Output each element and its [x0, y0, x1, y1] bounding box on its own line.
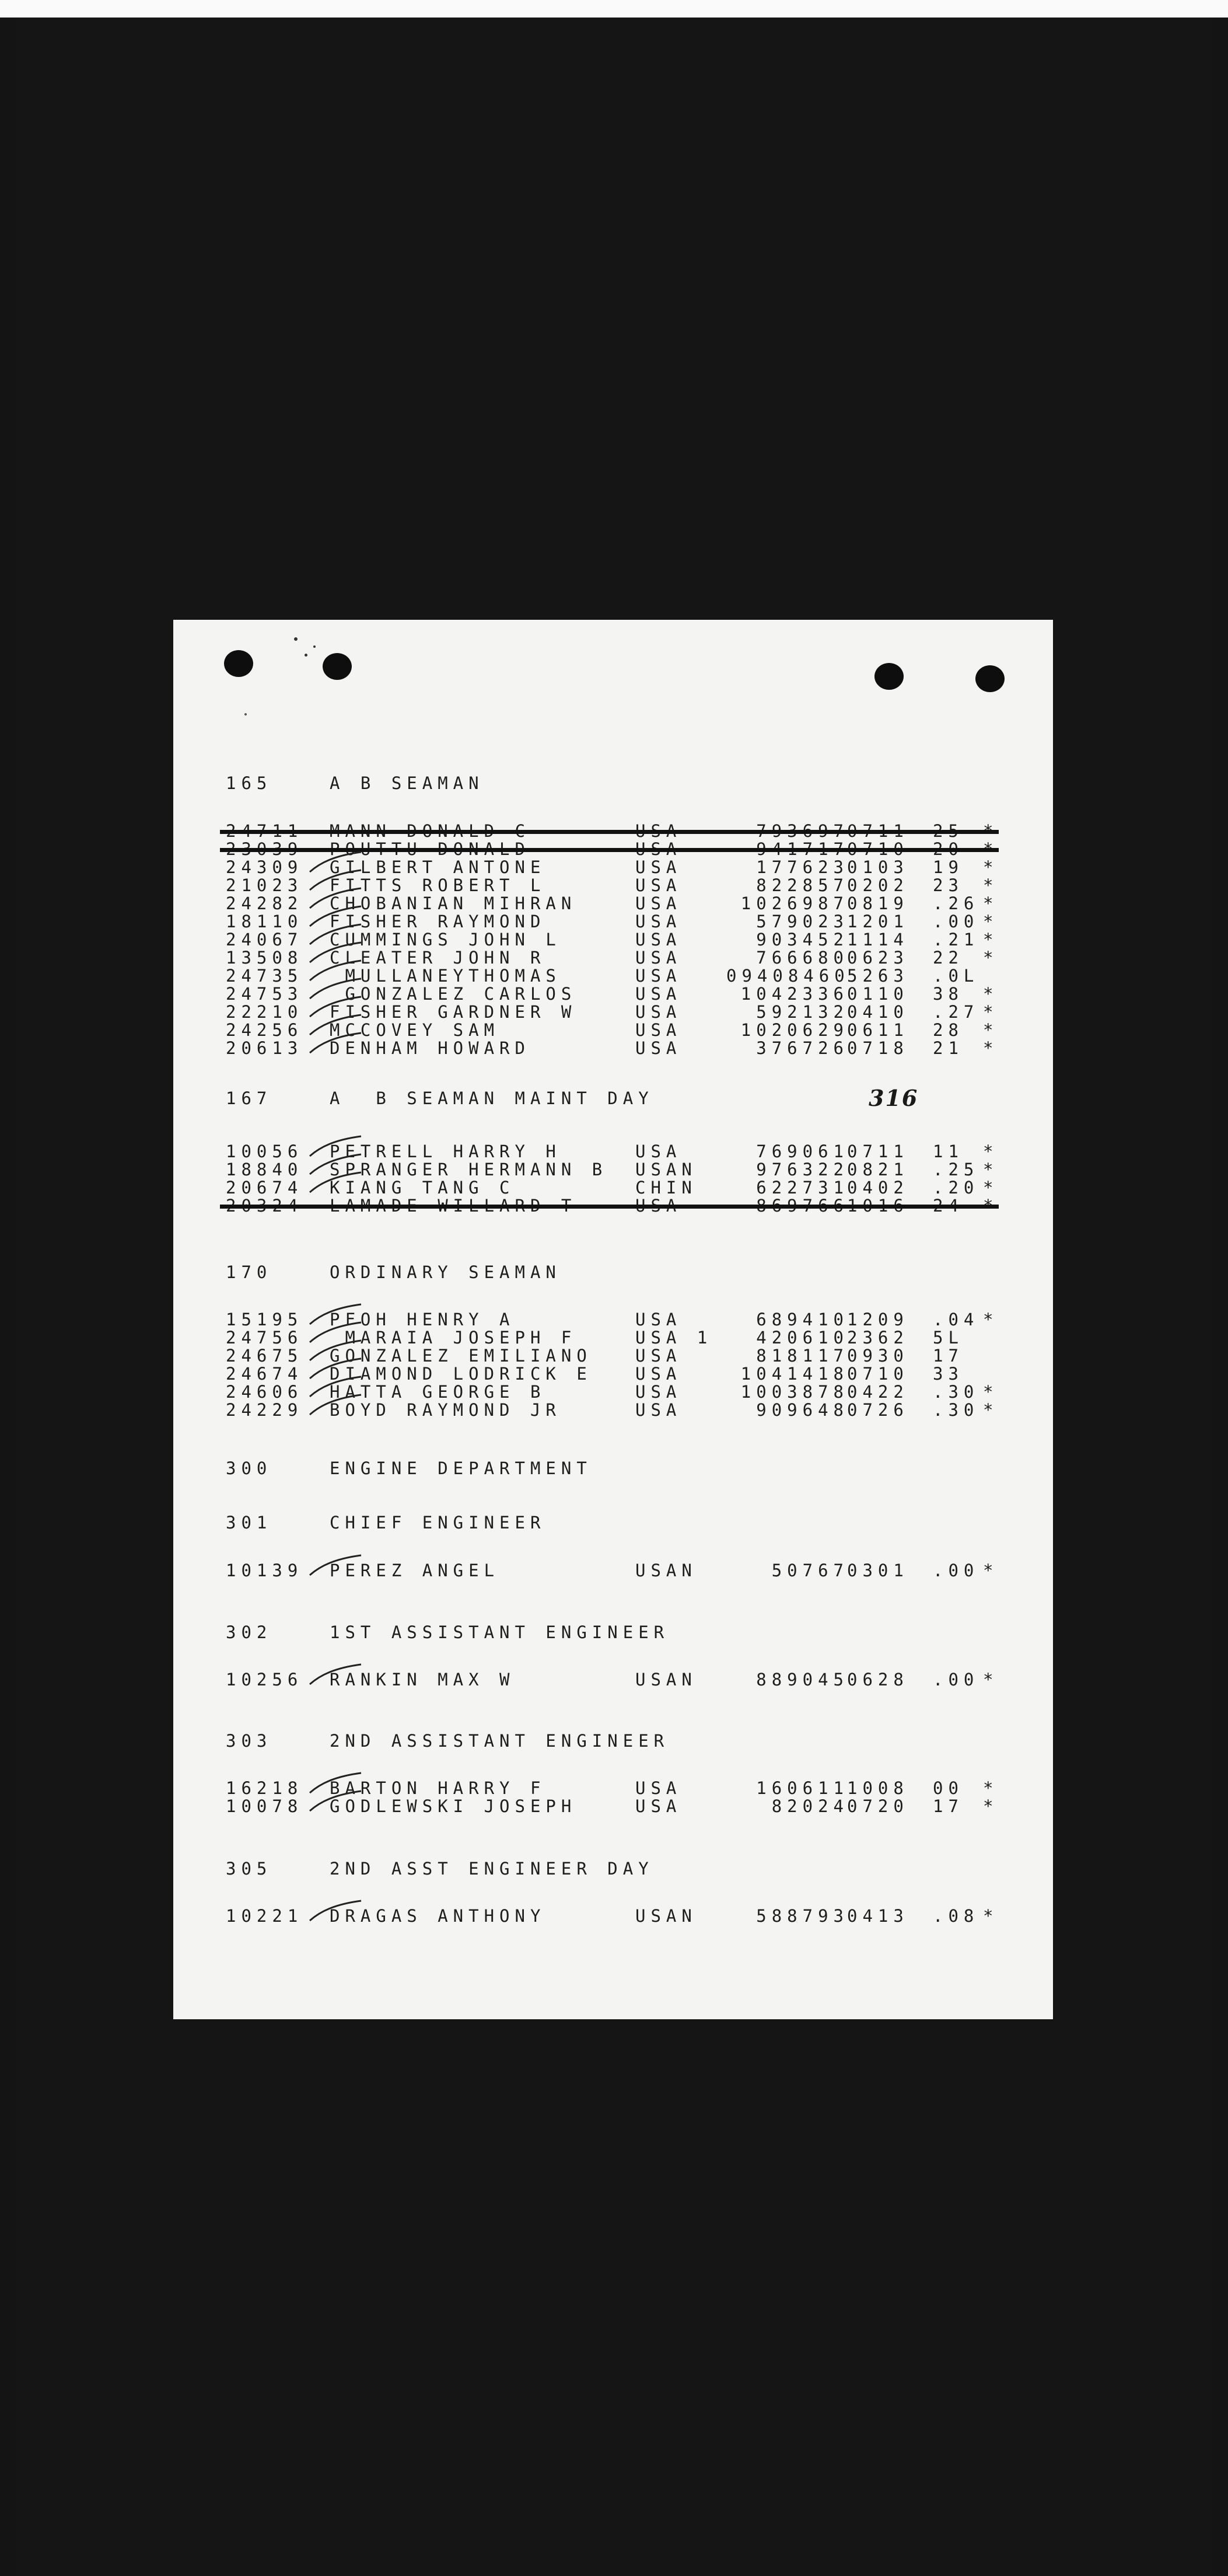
marker-asterisk: *: [983, 1561, 999, 1580]
marker-asterisk: *: [983, 1310, 999, 1329]
crew-row: [173, 877, 1053, 895]
document-number: 622731: [756, 1178, 849, 1198]
crew-row: [173, 823, 1053, 841]
crew-name: DRAGAS ANTHONY: [330, 1906, 546, 1926]
marker-asterisk: *: [983, 1778, 999, 1798]
marker-asterisk: *: [983, 1020, 999, 1040]
crew-number: 24756: [226, 1328, 303, 1348]
punch-hole: [874, 663, 904, 690]
citizenship: USA: [635, 893, 682, 913]
crew-name: PEREZ ANGEL: [330, 1561, 500, 1580]
date-code: 0623: [847, 948, 909, 968]
date-code: 0711: [847, 1142, 909, 1161]
crew-name: FISHER GARDNER W: [330, 1002, 577, 1022]
crew-number: 22210: [226, 1002, 303, 1022]
crew-name: CLEATER JOHN R: [330, 948, 546, 968]
crew-row: [173, 1329, 1053, 1348]
marker-asterisk: *: [983, 1142, 999, 1161]
value-code: .30: [933, 1400, 979, 1420]
marker-asterisk: *: [983, 1906, 999, 1926]
document-number: 420610: [756, 1328, 849, 1348]
crew-number: 20674: [226, 1178, 303, 1198]
marker-asterisk: *: [983, 948, 999, 968]
crew-number: 10056: [226, 1142, 303, 1161]
crew-name: FITTS ROBERT L: [330, 875, 546, 895]
citizenship: USA: [635, 1002, 682, 1022]
document-number: 1026987: [740, 893, 849, 913]
crew-number: 24256: [226, 1020, 303, 1040]
document-number: 976322: [756, 1160, 849, 1179]
date-code: 0110: [847, 984, 909, 1004]
citizenship: USA: [635, 875, 682, 895]
date-code: 0413: [847, 1906, 909, 1926]
section-code: 300: [226, 1458, 272, 1478]
value-code: .04: [933, 1310, 979, 1329]
citizenship: USA: [635, 984, 682, 1004]
document-number: 766680: [756, 948, 849, 968]
document-number: 769061: [756, 1142, 849, 1161]
date-code: 0819: [847, 893, 909, 913]
value-code: .27: [933, 1002, 979, 1022]
crew-row: [173, 841, 1053, 859]
document-number: 689410: [756, 1310, 849, 1329]
citizenship: USA: [635, 1382, 682, 1402]
crew-name: DIAMOND LODRICK E: [330, 1364, 592, 1384]
value-code: 28: [933, 1020, 964, 1040]
crew-name: PFOH HENRY A: [330, 1310, 515, 1329]
section-title: A B SEAMAN MAINT DAY: [330, 1088, 654, 1108]
date-code: 0402: [847, 1178, 909, 1198]
crew-number: 24735: [226, 966, 303, 986]
date-code: 5263: [847, 966, 909, 986]
section-title: ENGINE DEPARTMENT: [330, 1458, 592, 1478]
value-code: .00: [933, 1670, 979, 1690]
value-code: .25: [933, 1160, 979, 1179]
section-code: 165: [226, 773, 272, 793]
date-code: 1114: [847, 930, 909, 950]
value-code: 23: [933, 875, 964, 895]
crew-name: GONZALEZ CARLOS: [330, 984, 577, 1004]
citizenship: USA: [635, 966, 682, 986]
crew-name: CHOBANIAN MIHRAN: [330, 893, 577, 913]
value-code: 38: [933, 984, 964, 1004]
crew-row: [173, 1161, 1053, 1179]
document-number: 09408460: [726, 966, 850, 986]
citizenship: USAN: [635, 1160, 697, 1179]
document-number: 889045: [756, 1670, 849, 1690]
section-title: 2ND ASST ENGINEER DAY: [330, 1859, 654, 1879]
crew-row: [173, 1562, 1053, 1580]
crew-number: 18840: [226, 1160, 303, 1179]
citizenship: USAN: [635, 1561, 697, 1580]
date-code: 0103: [847, 857, 909, 877]
crew-number: 16218: [226, 1778, 303, 1798]
crew-row: [173, 1348, 1053, 1366]
value-code: 19: [933, 857, 964, 877]
crew-row: [173, 1366, 1053, 1384]
section-code: 170: [226, 1262, 272, 1282]
document-number: 50767: [771, 1561, 849, 1580]
section-code: 303: [226, 1731, 272, 1751]
value-code: .21: [933, 930, 979, 950]
crew-number: 24674: [226, 1364, 303, 1384]
crew-row: [173, 968, 1053, 986]
citizenship: USA: [635, 1778, 682, 1798]
date-code: 0726: [847, 1400, 909, 1420]
scan-border: [0, 0, 1228, 18]
crew-row: [173, 1198, 1053, 1216]
date-code: 0422: [847, 1382, 909, 1402]
value-code: 5L: [933, 1328, 964, 1348]
crew-name: MARAIA JOSEPH F: [330, 1328, 577, 1348]
document-number: 579023: [756, 912, 849, 931]
crew-number: 24229: [226, 1400, 303, 1420]
marker-asterisk: *: [983, 1002, 999, 1022]
section-code: 305: [226, 1859, 272, 1879]
crew-name: KIANG TANG C: [330, 1178, 515, 1198]
crew-number: 10139: [226, 1561, 303, 1580]
value-code: .0L: [933, 966, 979, 986]
date-code: 0710: [847, 1364, 909, 1384]
date-code: 0410: [847, 1002, 909, 1022]
marker-asterisk: *: [983, 857, 999, 877]
date-code: 0611: [847, 1020, 909, 1040]
citizenship: USA: [635, 1400, 682, 1420]
citizenship: USA: [635, 1038, 682, 1058]
date-code: 1201: [847, 912, 909, 931]
punch-hole: [975, 665, 1005, 692]
crew-number: 18110: [226, 912, 303, 931]
document-number: 1003878: [740, 1382, 849, 1402]
value-code: .26: [933, 893, 979, 913]
citizenship: USA: [635, 948, 682, 968]
document-number: 1041418: [740, 1364, 849, 1384]
citizenship: USA: [635, 857, 682, 877]
date-code: 0718: [847, 1038, 909, 1058]
crew-number: 13508: [226, 948, 303, 968]
section-title: A B SEAMAN: [330, 773, 484, 793]
strikethrough-line: [220, 830, 999, 834]
citizenship: USA: [635, 930, 682, 950]
crew-row: [173, 1179, 1053, 1198]
crew-name: BARTON HARRY F: [330, 1778, 546, 1798]
citizenship: USAN: [635, 1670, 697, 1690]
crew-row: [173, 1004, 1053, 1022]
citizenship: USA: [635, 912, 682, 931]
value-code: .08: [933, 1906, 979, 1926]
date-code: 0930: [847, 1346, 909, 1366]
crew-row: [173, 1780, 1053, 1798]
crew-number: 10221: [226, 1906, 303, 1926]
citizenship: USA: [635, 1310, 682, 1329]
date-code: 1008: [847, 1778, 909, 1798]
document-number: 376726: [756, 1038, 849, 1058]
value-code: .20: [933, 1178, 979, 1198]
crew-row: [173, 986, 1053, 1004]
marker-asterisk: *: [983, 930, 999, 950]
crew-row: [173, 1143, 1053, 1161]
crew-row: [173, 1798, 1053, 1816]
crew-row: [173, 1402, 1053, 1420]
document-number: 160611: [756, 1778, 849, 1798]
crew-number: 10078: [226, 1796, 303, 1816]
crew-number: 21023: [226, 875, 303, 895]
crew-name: FISHER RAYMOND: [330, 912, 546, 931]
marker-asterisk: *: [983, 912, 999, 931]
crew-name: MULLANEYTHOMAS: [330, 966, 561, 986]
citizenship: USA: [635, 1346, 682, 1366]
document-number: 588793: [756, 1906, 849, 1926]
value-code: 17: [933, 1346, 964, 1366]
value-code: 33: [933, 1364, 964, 1384]
crew-name: BOYD RAYMOND JR: [330, 1400, 561, 1420]
crew-name: HATTA GEORGE B: [330, 1382, 546, 1402]
date-code: 2362: [847, 1328, 909, 1348]
date-code: 0301: [847, 1561, 909, 1580]
document-number: 818117: [756, 1346, 849, 1366]
document-number: 1020629: [740, 1020, 849, 1040]
section-code: 167: [226, 1088, 272, 1108]
citizenship: USA: [635, 1796, 682, 1816]
document-number: 82024: [771, 1796, 849, 1816]
crew-number: 24606: [226, 1382, 303, 1402]
marker-asterisk: *: [983, 1796, 999, 1816]
crew-name: CUMMINGS JOHN L: [330, 930, 561, 950]
crew-number: 15195: [226, 1310, 303, 1329]
punch-hole: [323, 653, 352, 680]
value-code: .00: [933, 1561, 979, 1580]
crew-number: 24753: [226, 984, 303, 1004]
value-code: 21: [933, 1038, 964, 1058]
crew-number: 20613: [226, 1038, 303, 1058]
crew-name: GONZALEZ EMILIANO: [330, 1346, 592, 1366]
crew-row: [173, 950, 1053, 968]
value-code: 00: [933, 1778, 964, 1798]
crew-number: 24282: [226, 893, 303, 913]
crew-number: 24309: [226, 857, 303, 877]
crew-row: [173, 1311, 1053, 1329]
crew-row: [173, 895, 1053, 913]
citizenship: USA: [635, 1142, 682, 1161]
citizenship: USA: [635, 1364, 682, 1384]
date-code: 1209: [847, 1310, 909, 1329]
crew-name: SPRANGER HERMANN B: [330, 1160, 608, 1179]
marker-asterisk: *: [983, 1160, 999, 1179]
crew-row: [173, 1908, 1053, 1926]
crew-name: RANKIN MAX W: [330, 1670, 515, 1690]
section-code: 301: [226, 1513, 272, 1533]
crew-list-page: [173, 620, 1053, 2019]
value-code: 17: [933, 1796, 964, 1816]
crew-row: [173, 913, 1053, 931]
crew-name: MCCOVEY SAM: [330, 1020, 500, 1040]
crew-row: [173, 1671, 1053, 1690]
document-number: 909648: [756, 1400, 849, 1420]
date-code: 0202: [847, 875, 909, 895]
marker-asterisk: *: [983, 1382, 999, 1402]
marker-asterisk: *: [983, 1400, 999, 1420]
marker-asterisk: *: [983, 893, 999, 913]
marker-asterisk: *: [983, 875, 999, 895]
crew-row: [173, 1040, 1053, 1058]
section-title: ORDINARY SEAMAN: [330, 1262, 561, 1282]
date-code: 0821: [847, 1160, 909, 1179]
handwritten-page-number: 316: [869, 1085, 919, 1111]
document-number: 903452: [756, 930, 849, 950]
strikethrough-line: [220, 1205, 999, 1209]
value-code: .00: [933, 912, 979, 931]
citizenship: USAN: [635, 1906, 697, 1926]
punch-hole: [224, 650, 253, 677]
section-title: CHIEF ENGINEER: [330, 1513, 546, 1533]
crew-name: DENHAM HOWARD: [330, 1038, 530, 1058]
document-number: 177623: [756, 857, 849, 877]
crew-row: [173, 1384, 1053, 1402]
value-code: 11: [933, 1142, 964, 1161]
document-number: 592132: [756, 1002, 849, 1022]
marker-asterisk: *: [983, 1670, 999, 1690]
marker-asterisk: *: [983, 1178, 999, 1198]
value-code: 22: [933, 948, 964, 968]
marker-asterisk: *: [983, 1038, 999, 1058]
date-code: 0720: [847, 1796, 909, 1816]
section-code: 302: [226, 1622, 272, 1642]
citizenship: USA 1: [635, 1328, 713, 1348]
document-number: 822857: [756, 875, 849, 895]
document-number: 1042336: [740, 984, 849, 1004]
marker-asterisk: *: [983, 984, 999, 1004]
crew-number: 24067: [226, 930, 303, 950]
citizenship: USA: [635, 1020, 682, 1040]
crew-name: PETRELL HARRY H: [330, 1142, 561, 1161]
crew-name: GILBERT ANTONE: [330, 857, 546, 877]
crew-row: [173, 1022, 1053, 1040]
crew-number: 24675: [226, 1346, 303, 1366]
crew-name: GODLEWSKI JOSEPH: [330, 1796, 577, 1816]
value-code: .30: [933, 1382, 979, 1402]
date-code: 0628: [847, 1670, 909, 1690]
crew-row: [173, 859, 1053, 877]
crew-number: 10256: [226, 1670, 303, 1690]
crew-row: [173, 931, 1053, 950]
citizenship: CHIN: [635, 1178, 697, 1198]
section-title: 2ND ASSISTANT ENGINEER: [330, 1731, 670, 1751]
section-title: 1ST ASSISTANT ENGINEER: [330, 1622, 670, 1642]
